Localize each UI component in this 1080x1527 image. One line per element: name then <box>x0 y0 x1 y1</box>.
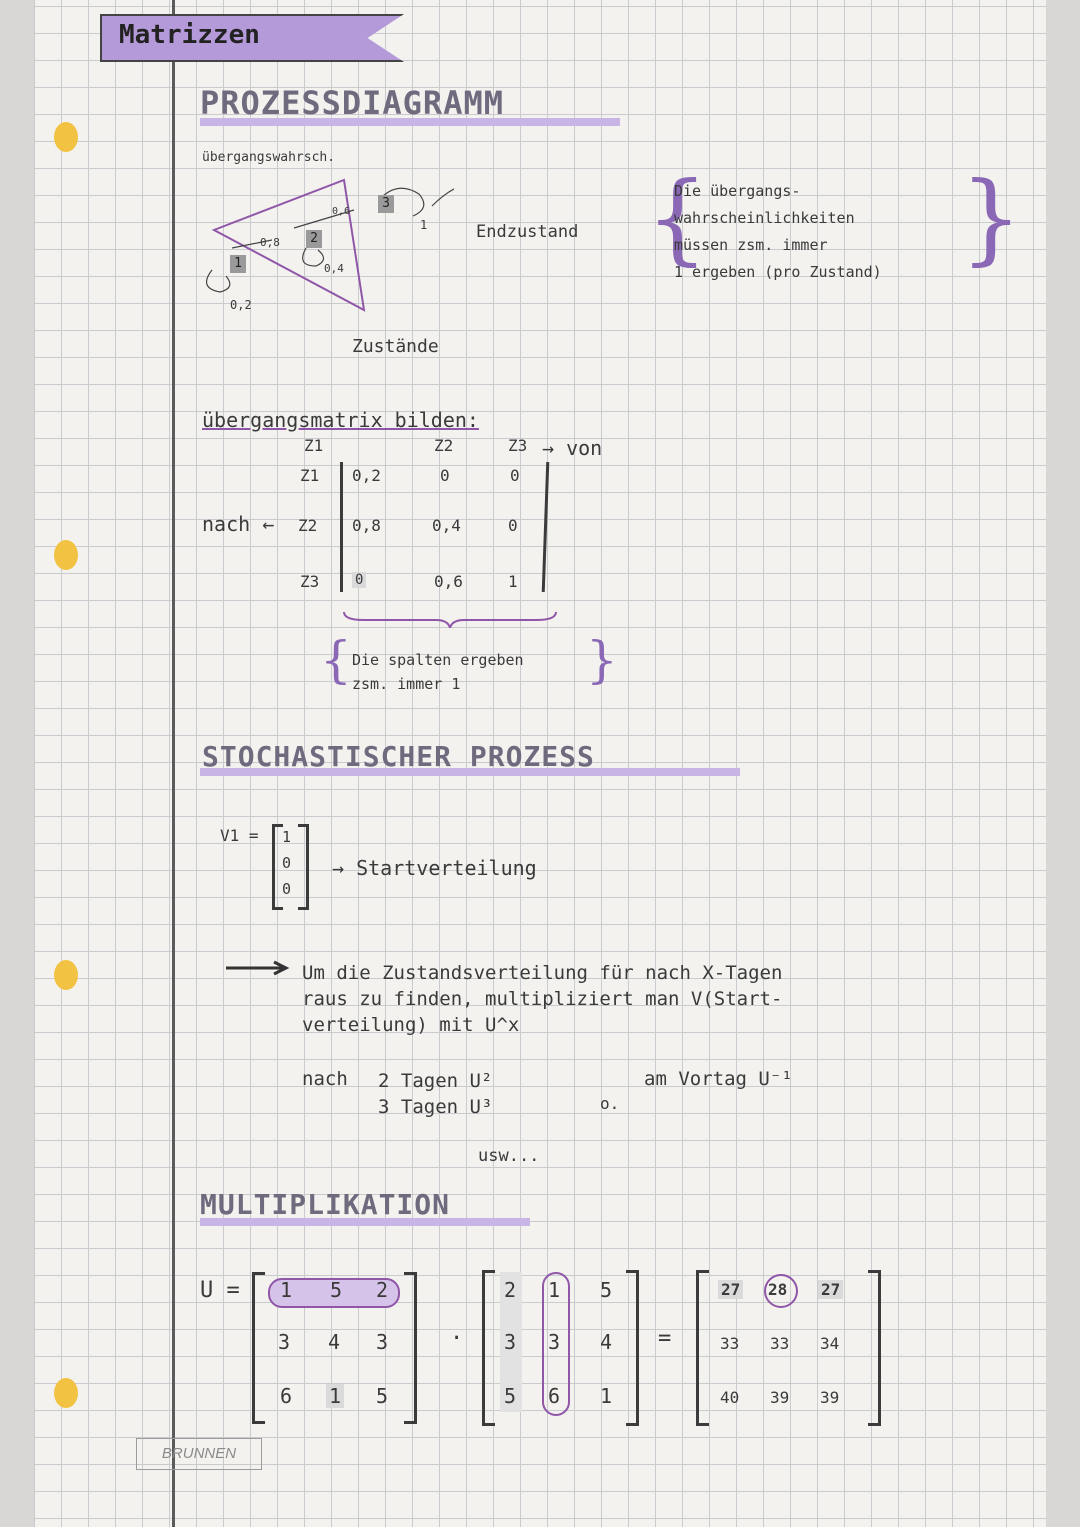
u-label: U = <box>200 1278 240 1303</box>
matrix-b-cell: 4 <box>600 1330 613 1354</box>
heading-stochastischer-prozess: STOCHASTISCHER PROZESS <box>202 740 595 773</box>
matrix-c-cell: 40 <box>720 1388 740 1407</box>
matrix-c-cell: 27 <box>718 1280 743 1299</box>
matrix-b-cell: 5 <box>504 1384 517 1408</box>
note-line: 1 ergeben (pro Zustand) <box>674 263 882 281</box>
brand-logo: BRUNNEN <box>136 1438 262 1470</box>
explanation-line: verteilung) mit U^x <box>302 1014 520 1036</box>
vector-bracket-right <box>298 824 309 910</box>
note-uebergang <box>674 178 882 286</box>
row-header: Z2 <box>298 516 318 535</box>
matrix-b-cell: 5 <box>600 1278 613 1302</box>
note-line: Die spalten ergeben <box>352 651 524 669</box>
matrix-b-bracket-left <box>482 1270 495 1426</box>
tagen-list <box>378 1068 492 1120</box>
label-uebergangswahrsch: übergangswahrsch. <box>202 150 336 165</box>
matrix-cell: 0,6 <box>434 572 463 591</box>
state-node-1: 1 <box>230 255 246 273</box>
col-header: Z2 <box>434 436 454 455</box>
label-von: → von <box>542 436 603 460</box>
matrix-c-bracket-left <box>696 1270 709 1426</box>
matrix-a-cell: 5 <box>376 1384 389 1408</box>
matrix-c-cell: 27 <box>818 1280 843 1299</box>
matrix-bar-left <box>340 462 343 592</box>
matrix-b-cell: 1 <box>548 1278 561 1302</box>
matrix-cell: 1 <box>508 572 518 591</box>
label-endzustand: Endzustand <box>476 222 579 242</box>
note-line: wahrscheinlichkeiten <box>674 209 855 227</box>
punch-hole <box>54 960 78 990</box>
prob-2-2: 0,4 <box>324 262 344 275</box>
vector-label: V1 = <box>220 826 259 845</box>
matrix-cell: 0,2 <box>352 466 381 485</box>
matrix-c-cell: 39 <box>770 1388 790 1407</box>
label-nach-tagen: nach <box>302 1068 348 1090</box>
punch-hole <box>54 122 78 152</box>
arrow-icon <box>224 960 294 976</box>
matrix-a-cell: 4 <box>328 1330 341 1354</box>
equals-sign: = <box>658 1326 672 1351</box>
brace-left: { <box>646 162 709 276</box>
col-header: Z3 <box>508 436 528 455</box>
explanation-line: raus zu finden, multipliziert man V(Start- <box>302 988 783 1010</box>
note-line: Die übergangs- <box>674 182 801 200</box>
vector-cell: 0 <box>282 880 292 898</box>
brace-left: { <box>320 631 352 689</box>
tagen-line: 2 Tagen U² <box>378 1070 493 1092</box>
matrix-bar-right <box>542 462 550 592</box>
explanation-line: Um die Zustandsverteilung für nach X-Tagen <box>302 962 783 984</box>
matrix-heading: übergangsmatrix bilden: <box>202 408 479 432</box>
matrix-b-cell: 2 <box>504 1278 517 1302</box>
matrix-a-cell: 3 <box>376 1330 389 1354</box>
matrix-a-cell: 2 <box>376 1278 389 1302</box>
col-header: Z1 <box>304 436 324 455</box>
matrix-c-cell: 39 <box>820 1388 840 1407</box>
heading-multiplikation: MULTIPLIKATION <box>200 1188 451 1221</box>
prob-1-1: 0,2 <box>230 298 252 312</box>
label-zustaende: Zustände <box>352 336 439 357</box>
matrix-b-cell: 6 <box>548 1384 561 1408</box>
matrix-a-cell: 5 <box>330 1278 343 1302</box>
multiply-dot: · <box>450 1326 464 1351</box>
prob-1-2: 0,8 <box>260 236 280 249</box>
matrix-a-cell: 6 <box>280 1384 293 1408</box>
matrix-a-cell: 1 <box>326 1384 344 1408</box>
state-node-2: 2 <box>306 230 322 248</box>
matrix-c-cell: 34 <box>820 1334 840 1353</box>
matrix-b-cell: 3 <box>504 1330 517 1354</box>
matrix-cell: 0 <box>510 466 520 485</box>
note-line: zsm. immer 1 <box>352 675 461 693</box>
label-usw: usw... <box>478 1146 540 1166</box>
matrix-c-cell: 33 <box>720 1334 740 1353</box>
matrix-cell: 0,4 <box>432 516 461 535</box>
heading-prozessdiagramm: PROZESSDIAGRAMM <box>200 84 504 122</box>
matrix-cell: 0 <box>508 516 518 535</box>
row-header: Z3 <box>300 572 320 591</box>
state-node-3: 3 <box>378 195 394 213</box>
prob-2-3: 0,6 <box>332 206 351 217</box>
punch-hole <box>54 540 78 570</box>
brace-right: } <box>586 631 618 689</box>
brace-right: } <box>960 162 1023 276</box>
matrix-c-cell: 33 <box>770 1334 790 1353</box>
matrix-c-cell: 28 <box>768 1280 788 1299</box>
matrix-cell: 0 <box>440 466 450 485</box>
matrix-b-bracket-right <box>626 1270 639 1426</box>
note-spalten <box>352 648 524 696</box>
label-nach: nach ← <box>202 512 275 536</box>
vector-cell: 0 <box>282 854 292 872</box>
vector-cell: 1 <box>282 828 292 846</box>
label-startverteilung: → Startverteilung <box>332 856 537 880</box>
matrix-a-cell: 1 <box>280 1278 293 1302</box>
note-line: müssen zsm. immer <box>674 236 828 254</box>
matrix-a-bracket-left <box>252 1272 265 1424</box>
column-brace <box>340 608 560 628</box>
matrix-b-cell: 3 <box>548 1330 561 1354</box>
matrix-cell: 0 <box>352 572 366 588</box>
matrix-a-bracket-right <box>404 1272 417 1424</box>
matrix-cell: 0,8 <box>352 516 381 535</box>
dot-mark: o. <box>600 1094 620 1113</box>
explanation-text <box>302 960 782 1038</box>
margin-line <box>172 0 175 1527</box>
prob-3-3: 1 <box>420 218 428 232</box>
row-header: Z1 <box>300 466 320 485</box>
matrix-b-cell: 1 <box>600 1384 613 1408</box>
matrix-a-cell: 3 <box>278 1330 291 1354</box>
page-title: Matrizzen <box>119 20 260 50</box>
punch-hole <box>54 1378 78 1408</box>
notebook-page <box>34 0 1046 1527</box>
tagen-line: 3 Tagen U³ <box>378 1096 493 1118</box>
matrix-c-bracket-right <box>868 1270 881 1426</box>
label-vortag: am Vortag U⁻¹ <box>644 1068 793 1090</box>
